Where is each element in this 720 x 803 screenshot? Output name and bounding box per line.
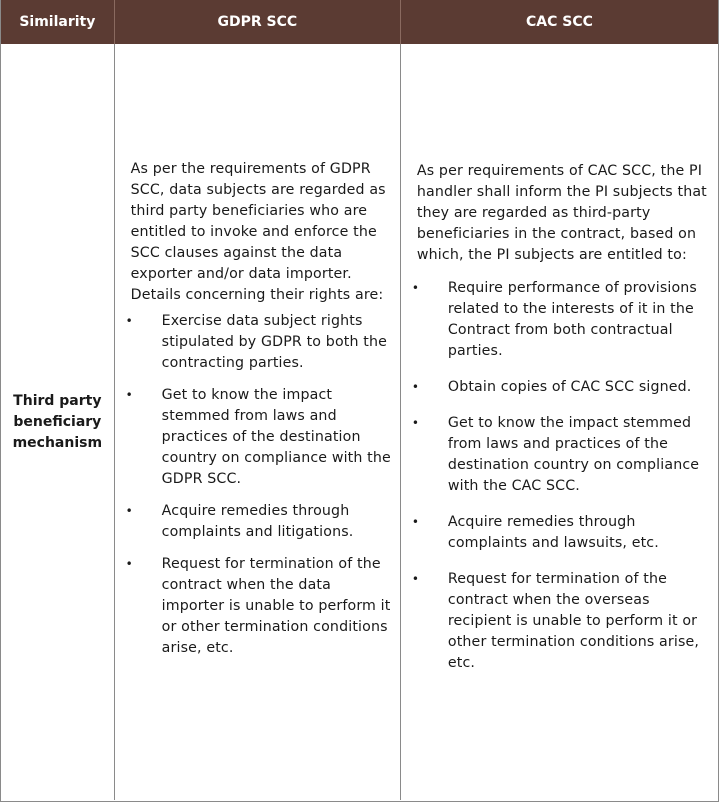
- cac-intro: As per requirements of CAC SCC, the PI handler shall inform the PI subjects that they are regarded as third-party beneficiaries in the contract, based on which, the PI subjects are entitled to:: [416, 163, 707, 263]
- header-gdpr-scc: GDPR SCC: [115, 0, 401, 44]
- bullet-icon: •: [411, 515, 420, 529]
- list-item-text: Request for termination of the contract when the data importer is unable to perform it or other termination conditions arise, etc.: [161, 556, 391, 656]
- bullet-icon: •: [125, 504, 133, 518]
- gdpr-cell: [115, 44, 401, 800]
- list-item: [125, 554, 392, 659]
- list-item-text: Obtain copies of CAC SCC signed.: [447, 379, 692, 395]
- row-label-cell: [1, 44, 115, 800]
- list-item: [125, 311, 392, 374]
- list-item: [125, 501, 392, 543]
- list-item-text: Acquire remedies through complaints and lawsuits, etc.: [447, 514, 659, 551]
- header-cac-scc: CAC SCC: [526, 14, 593, 30]
- table-header: [1, 0, 718, 44]
- cac-cell: [401, 44, 718, 800]
- bullet-icon: •: [125, 557, 133, 571]
- bullet-icon: •: [411, 416, 420, 430]
- header-similarity: Similarity: [1, 0, 115, 44]
- list-item: [411, 278, 708, 362]
- list-item: [411, 569, 708, 674]
- list-item-text: Get to know the impact stemmed from laws and practices of the destination country on compliance with the CAC SCC.: [447, 415, 700, 494]
- bullet-icon: •: [411, 572, 420, 586]
- bullet-icon: •: [125, 314, 133, 328]
- cac-bullet-list: [411, 278, 708, 674]
- gdpr-bullet-list: [125, 311, 392, 659]
- bullet-icon: •: [411, 380, 420, 394]
- table-row: [1, 44, 718, 800]
- list-item: [411, 413, 708, 497]
- list-item-text: Get to know the impact stemmed from laws and practices of the destination country on compliance with the GDPR SCC.: [161, 387, 391, 487]
- bullet-icon: •: [125, 388, 133, 402]
- list-item-text: Request for termination of the contract when the overseas recipient is unable to perform it or other termination conditions arise, etc.: [447, 571, 700, 671]
- list-item: [411, 512, 708, 554]
- list-item: [411, 377, 708, 398]
- list-item-text: Require performance of provisions related to the interests of it in the Contract from both contractual parties.: [447, 280, 697, 359]
- list-item: [125, 385, 392, 490]
- row-label: Third party beneficiary mechanism: [12, 392, 103, 451]
- list-item-text: Exercise data subject rights stipulated by GDPR to both the contracting parties.: [161, 313, 388, 371]
- gdpr-intro: As per the requirements of GDPR SCC, data subjects are regarded as third party beneficiaries who are entitled to invoke and enforce the SCC clauses against the data exporter and/or data importer. Details concerning their rights are:: [130, 161, 386, 303]
- list-item-text: Acquire remedies through complaints and litigations.: [161, 503, 354, 540]
- bullet-icon: •: [411, 281, 420, 295]
